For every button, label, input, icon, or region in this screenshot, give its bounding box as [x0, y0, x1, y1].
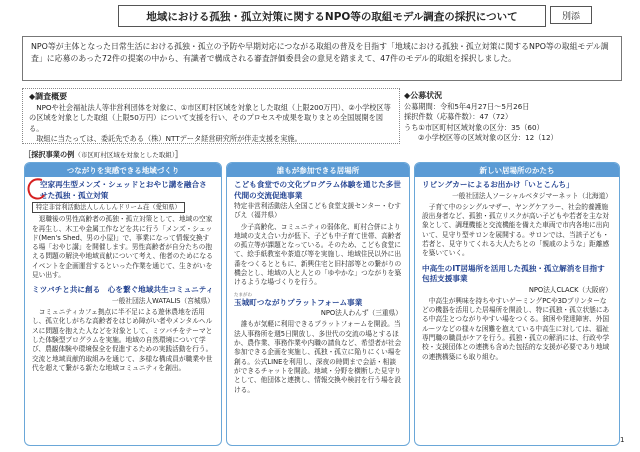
examples-label: [24, 150, 182, 160]
column-open-to-all: [226, 162, 410, 446]
example-title: こども食堂での文化プログラム体験を通じた多世代間の交流促進事業: [234, 180, 401, 200]
example-title: 空家再生型メンズ・シェッドとおやじ講を融合させた孤独・孤立対策: [40, 180, 207, 200]
example-org: 特定非営利活動法人しんしんドリーム荘（愛知県）: [32, 202, 185, 213]
page-title: 地域における孤独・孤立対策に関するNPO等の取組モデル調査の採択について: [118, 5, 546, 27]
example-text: 退職後の男性高齢者の孤独・孤立対策として、地域の空家を再生し、木工や金属工作などを共に行う「メンズ・シェッド(Men's Shed、男の小屋)」で、事業になって情報交換する場「おやじ講」を開催します。男性高齢者が自分たちの抱える問題の解決や地域貢献について考え、他者のためになるイベントを企画運営するといった作業を通じて、生きがいを見い出す。: [32, 215, 213, 280]
attachment-tag: 別添: [550, 6, 592, 24]
example-text: 子育て中のシングルマザー、ヤングケアラー、社会的養護施設出身者など、孤独・孤立リスクが高い子どもや若者を主な対象として、調理機能と交流機能を備えた車両で市内各地に出向いて、見守り型サロンを展開する。サロンでは、当該子ども・若者と、見守りてくれる大人たちとの「親戚のような」距離感を築いていく。: [422, 202, 610, 258]
example-text: 中高生が興味を持ちやすいゲーミングPCや3Dプリンターなどの機器を活用した居場所を開設し、特に孤独・孤立状態にある中高生とつながりやすい場をつくる。貧困や発達障害、外国ルーツなどの様々な困難を抱えている中高生に対しては、福祉専門職の職員がケアを行う。孤独・孤立の解消には、行政や学校・支援団体との連携も含めた包括的な支援が必要であり地域の連携構築にも取り組む。: [422, 296, 610, 361]
status-box: [398, 88, 620, 144]
column-community: [24, 162, 222, 446]
overview-heading: ◆調査概要: [29, 92, 68, 101]
overview-box: [22, 88, 400, 144]
column-header: つながりを実感できる地域づくり: [25, 163, 221, 177]
example-org: NPO法人わんず（三重県）: [320, 309, 402, 318]
intro-box: [22, 36, 622, 81]
example-org: 特定非営利活動法人全国こども食堂支援センター・むすびえ（福井県）: [234, 202, 401, 220]
example-ruby: たまがわ: [234, 292, 252, 298]
example-text: コミュニティカフェ拠点に半不足による遊休農地を活用し、孤立化しがちな高齢者をはじめ障がい者やメンタルヘルスに問題を抱えた人などを対象として、ミツバチをテーマとした体験型プログラムを実施。地域の自然環境について学び、農観体験や環境保全を促進するための実践活動を行う。交流と地域貢献的取組みを通じて、多様な構成員が職業や世代を超えて繋がる新たな地域コミュニティを創出。: [32, 308, 213, 372]
page-number: 1: [620, 436, 625, 444]
example-title: 玉城町つながりプラットフォーム事業: [234, 297, 363, 307]
status-period: 公募期間：令和5年4月27日～5月26日: [404, 101, 530, 111]
status-count: 採択件数（応募件数）：47（72）: [404, 112, 513, 121]
example-text: 少子高齢化、コミュニティの弱体化、町村合併により地域の支え合い力が低下、子ども中子育て世帯、高齢者の孤立等が課題となっている。そのため、こども食堂にて、絵手紙教室や茶道び等を実施し、地域住民以外に出番をつくるとともに、新興住宅と旧村部等との繋がりの機会とし、地域の人と人との「ゆやかな」つながりを築けるような場づくりを行う。: [234, 222, 402, 287]
status-breakdown-2: ②小学校区等の区域対象の区分：12（12）: [418, 133, 558, 142]
examples-label-main: ［採択事業の例: [24, 150, 75, 159]
intro-text: NPO等が主体となった日常生活における孤独・孤立の予防や早期対応につながる取組の普及を目指す「地域における孤独・孤立対策に関するNPO等の取組モデル調査」に応募のあった72件の提案の中から、有識者で構成される審査評価委員会の意見を踏まえて、47件のモデル的取組を採択しました。: [31, 42, 609, 63]
example-title: リビングカーによるお出かけ「いとこんち」: [422, 180, 574, 189]
example-org: 一般社団法人ソーシャルベタジマーネット（北海道）: [452, 191, 612, 200]
overview-paragraph-2: 取組に当たっては、委託先である（株）NTTデータ経営研究所が伴走支援を実施。: [36, 134, 302, 143]
example-title: 中高生のIT居場所を活用した孤独・孤立解消を目指す包括支援事業: [422, 263, 605, 284]
example-title: ミツバチと共に創る 心を繋ぐ地域共生コミュニティ: [32, 285, 214, 295]
example-org: NPO法人CLACK（大阪府）: [528, 285, 612, 294]
example-org-wrapper: [32, 201, 214, 215]
status-breakdown-1: うち①市区町村区域対象の区分：35（60）: [404, 122, 544, 132]
example-text: 誰もが気軽に利用できるプラットフォームを開設。当法人事務所を週5日開放し、多世代の交流の場とするほか、農作業、事務作業や内職の請負など、希望者が社会参加できる企画を実施し、孤独・孤立に陥りにくい場を創る。公式LINEを利用し、深夜の時間まで会話・相談ができるチャットを開設。地域・分野を横断した見守りとして、他団体と連携し、情報交換や検討を行う場を設ける。: [234, 320, 402, 394]
example-org: 一般社団法人WATALIS（宮城県）: [112, 296, 214, 305]
red-circle-annotation: [26, 177, 48, 203]
column-header: 新しい居場所のかたち: [415, 163, 619, 177]
overview-paragraph-1: NPOや社会福祉法人等非営利団体を対象に、①市区町村区域を対象とした取組（上限200万円）、②小学校区等の区域を対象とした取組（上限50万円）について支援を行い、そのプロセスや成果を取りまとめ全国展開を図る。: [29, 102, 391, 133]
column-new-places: [414, 162, 620, 446]
examples-label-sub: （市区町村区域を対象とした取組）: [74, 151, 176, 159]
status-heading: ◆公募状況: [404, 91, 443, 100]
examples-label-end: ］: [175, 150, 183, 159]
column-header: 誰もが参加できる居場所: [227, 163, 409, 177]
